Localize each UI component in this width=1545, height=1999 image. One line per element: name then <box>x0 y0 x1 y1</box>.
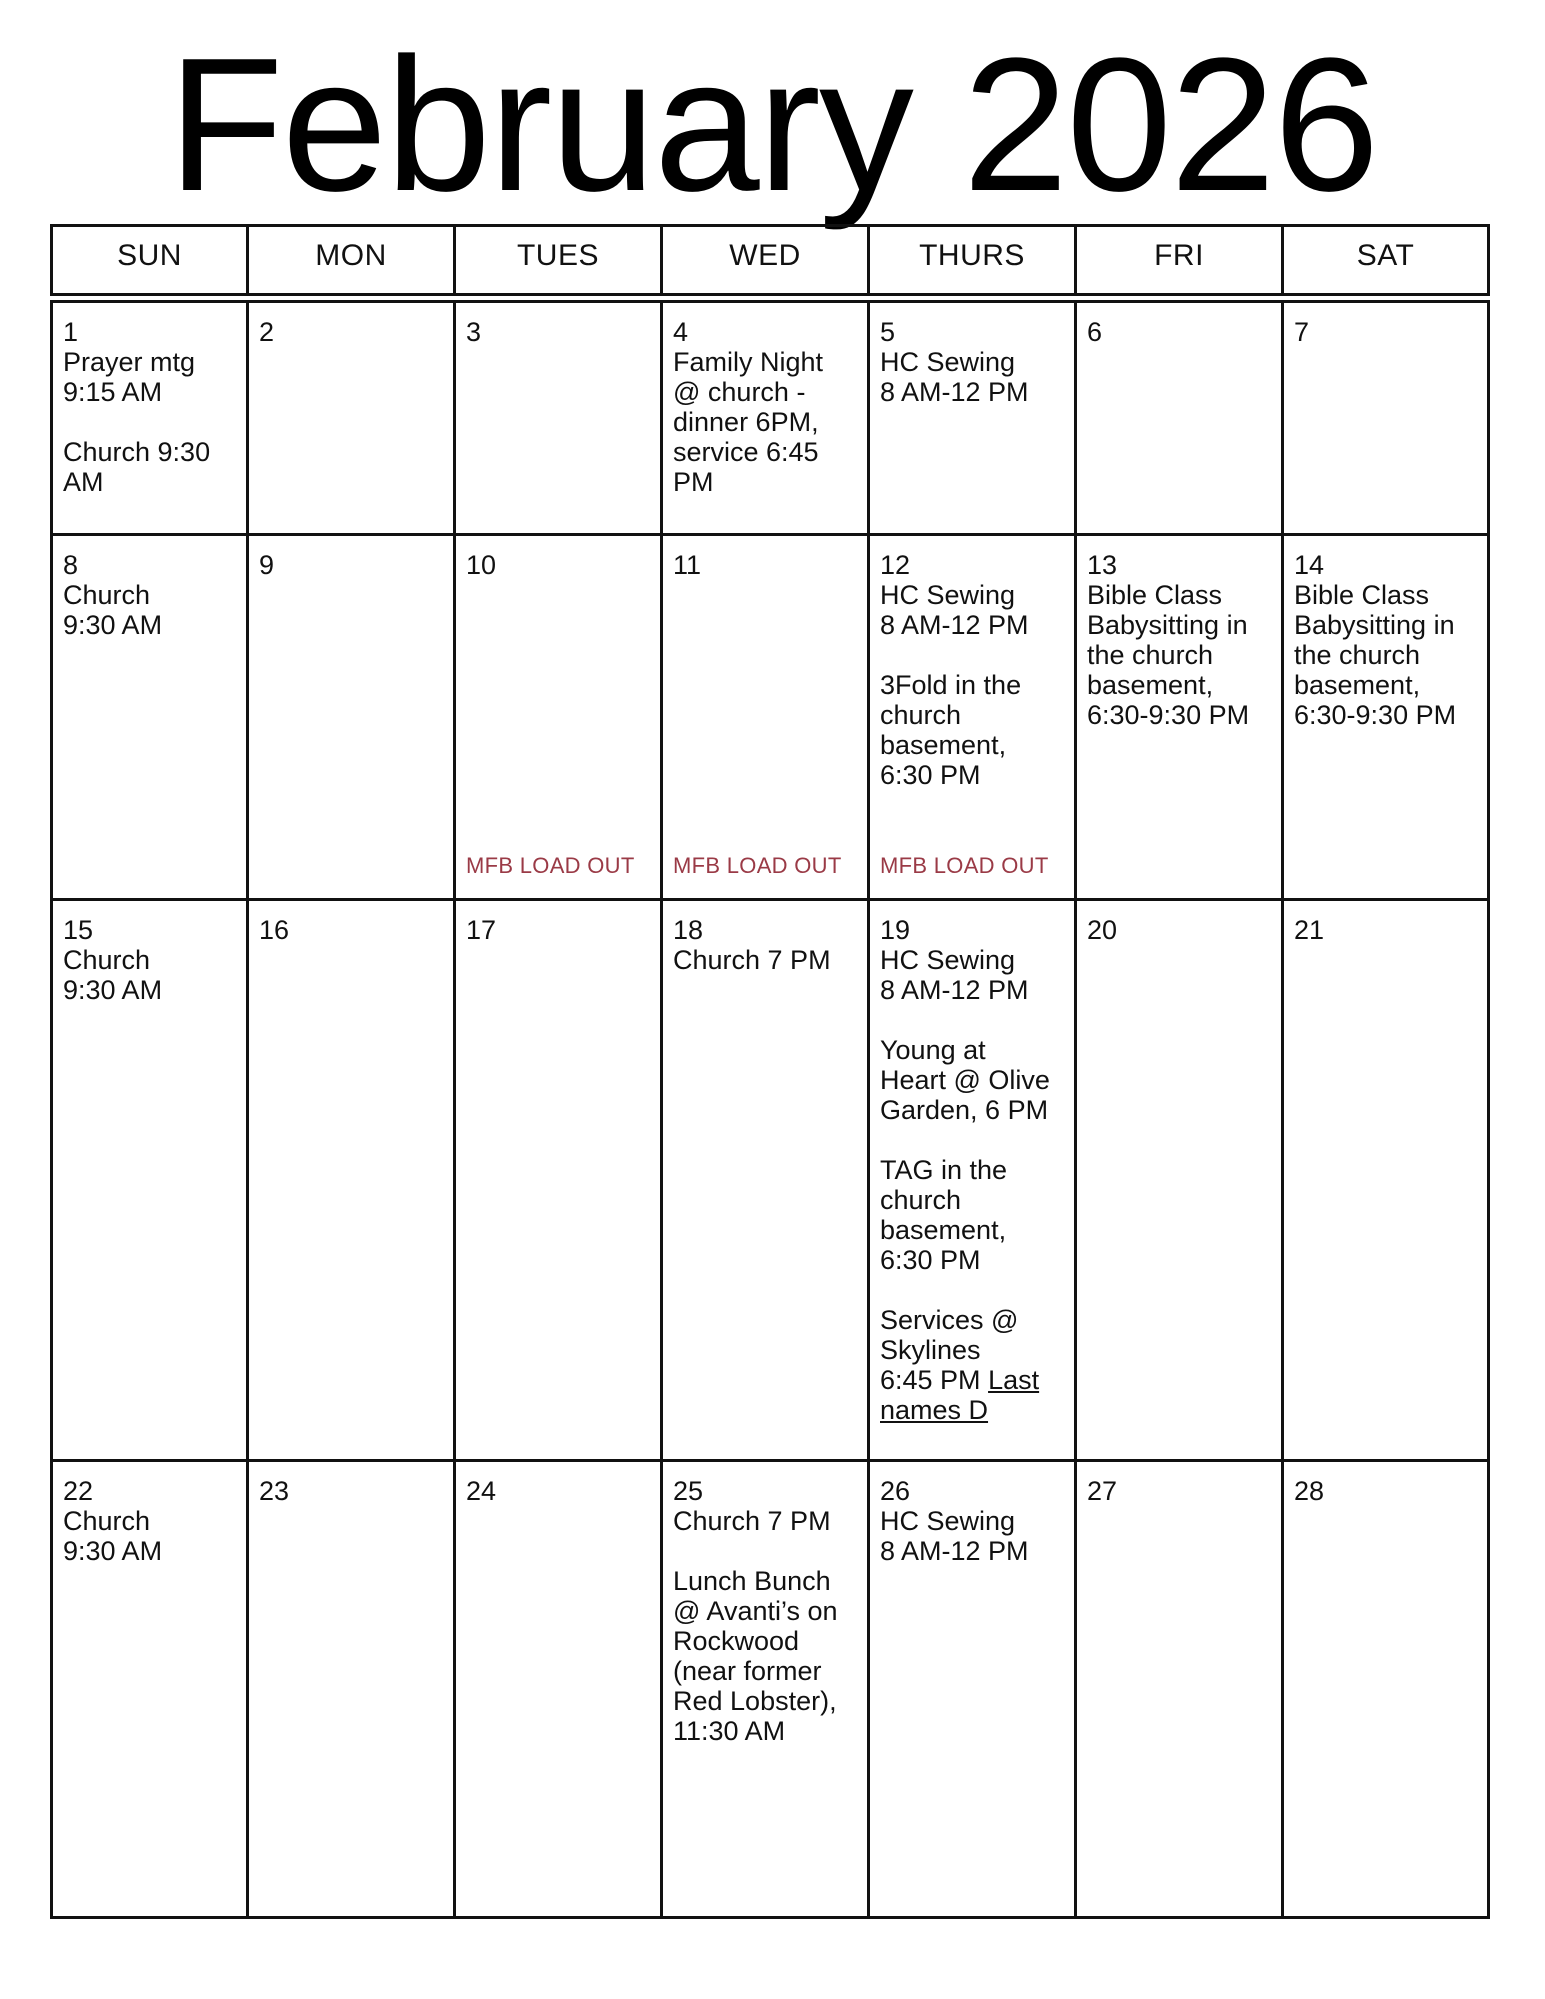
event-entry: Church 7 PM <box>673 945 831 975</box>
day-cell <box>1077 1462 1284 1916</box>
event-entry: Church 7 PM <box>673 1506 831 1536</box>
day-number: 8 <box>63 550 79 580</box>
day-number: 1 <box>63 317 79 347</box>
day-number: 2 <box>259 317 275 347</box>
event-text: Services @ Skylines 6:45 PM <box>880 1305 1019 1395</box>
day-number: 24 <box>466 1476 497 1506</box>
day-cell <box>1077 536 1284 901</box>
event-underlined-text: Last names D <box>880 1365 1040 1425</box>
day-number: 14 <box>1294 550 1325 580</box>
page-title: February 2026 <box>167 19 1378 231</box>
day-cell <box>870 536 1077 901</box>
day-cell <box>53 536 249 901</box>
day-cell <box>53 303 249 536</box>
day-cell <box>249 1462 456 1916</box>
day-number: 17 <box>466 915 497 945</box>
day-cell <box>870 901 1077 1462</box>
weekday-sat: SAT <box>1356 239 1415 272</box>
day-cell <box>53 1462 249 1916</box>
day-cell <box>456 1462 663 1916</box>
day-number: 28 <box>1294 1476 1325 1506</box>
day-cell <box>1284 536 1487 901</box>
weekday-wed: WED <box>663 227 870 293</box>
event-entry: Bible Class Babysitting in the church basement, 6:30-9:30 PM <box>1294 580 1457 730</box>
event-entry: Young at Heart @ Olive Garden, 6 PM <box>880 1035 1050 1125</box>
event-entry: Church 9:30 AM <box>63 1506 163 1566</box>
day-cell <box>870 303 1077 536</box>
day-number: 20 <box>1087 915 1118 945</box>
weekday-tues: TUES <box>456 227 663 293</box>
day-cell <box>663 1462 870 1916</box>
event-entry: Church 9:30 AM <box>63 945 163 1005</box>
day-cell <box>663 536 870 901</box>
weekday-header <box>50 224 1490 296</box>
event-entry: Family Night @ church - dinner 6PM, service 6:45 PM <box>673 347 824 497</box>
event-entry: HC Sewing 8 AM-12 PM <box>880 1506 1029 1566</box>
day-cell <box>456 303 663 536</box>
event-entry: HC Sewing 8 AM-12 PM <box>880 347 1029 407</box>
day-number: 6 <box>1087 317 1103 347</box>
day-number: 4 <box>673 317 689 347</box>
day-cell <box>1077 303 1284 536</box>
day-cell <box>1284 303 1487 536</box>
day-cell <box>456 901 663 1462</box>
event-entry: TAG in the church basement, 6:30 PM <box>880 1155 1008 1275</box>
event-entry: HC Sewing 8 AM-12 PM <box>880 945 1029 1005</box>
day-number: 19 <box>880 915 911 945</box>
day-number: 3 <box>466 317 482 347</box>
weekday-mon: MON <box>249 227 456 293</box>
event-entry: 3Fold in the church basement, 6:30 PM <box>880 670 1022 790</box>
day-cell <box>53 901 249 1462</box>
day-number: 25 <box>673 1476 704 1506</box>
load-out-note: MFB LOAD OUT <box>466 853 635 878</box>
day-number: 18 <box>673 915 704 945</box>
day-cell <box>870 1462 1077 1916</box>
event-entry: Bible Class Babysitting in the church basement, 6:30-9:30 PM <box>1087 580 1250 730</box>
event-entry: HC Sewing 8 AM-12 PM <box>880 580 1029 640</box>
day-cell <box>249 303 456 536</box>
day-number: 23 <box>259 1476 290 1506</box>
day-number: 7 <box>1294 317 1310 347</box>
day-cell <box>249 901 456 1462</box>
weekday-sun: SUN <box>53 227 249 293</box>
day-cell <box>1284 1462 1487 1916</box>
calendar-grid <box>50 300 1490 1919</box>
event-entry: Church 9:30 AM <box>63 437 211 497</box>
day-number: 22 <box>63 1476 94 1506</box>
load-out-note: MFB LOAD OUT <box>673 853 842 878</box>
day-number: 15 <box>63 915 94 945</box>
day-number: 13 <box>1087 550 1118 580</box>
weekday-fri: FRI <box>1077 227 1284 293</box>
day-number: 21 <box>1294 915 1325 945</box>
day-number: 10 <box>466 550 497 580</box>
day-cell <box>1077 901 1284 1462</box>
day-number: 26 <box>880 1476 911 1506</box>
day-cell <box>663 901 870 1462</box>
event-entry: Church 9:30 AM <box>63 580 163 640</box>
day-number: 11 <box>673 550 702 580</box>
day-cell <box>1284 901 1487 1462</box>
day-cell <box>249 536 456 901</box>
event-entry <box>880 1305 1064 1425</box>
weekday-thurs: THURS <box>870 227 1077 293</box>
day-cell <box>456 536 663 901</box>
event-entry: Lunch Bunch @ Avanti’s on Rockwood (near former Red Lobster), 11:30 AM <box>673 1566 838 1746</box>
day-number: 16 <box>259 915 290 945</box>
day-number: 5 <box>880 317 896 347</box>
day-number: 12 <box>880 550 911 580</box>
load-out-note: MFB LOAD OUT <box>880 853 1049 878</box>
day-cell <box>663 303 870 536</box>
day-number: 27 <box>1087 1476 1118 1506</box>
event-entry: Prayer mtg 9:15 AM <box>63 347 196 407</box>
day-number: 9 <box>259 550 275 580</box>
